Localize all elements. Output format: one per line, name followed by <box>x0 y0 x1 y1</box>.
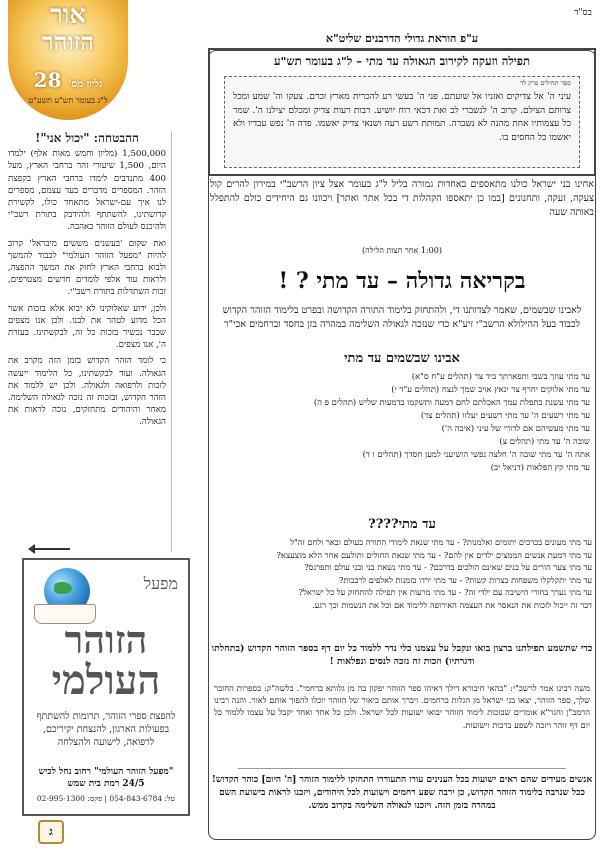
questions-list <box>212 536 592 612</box>
zohar-ad-box <box>22 558 190 816</box>
list-item: עד מתי מעשיהם אם לדורי של עיני (איכה ה') <box>441 423 590 433</box>
issue-label: גליון מס' <box>68 79 103 90</box>
ad-phone: טל: 054-843-6784 | פקס: 02-995-1300 <box>36 794 176 803</box>
intro-time-note: (1:00 אחר חצות הלילה) <box>362 246 442 255</box>
story-paragraph: משה רבינו אמר לרשב"י: "בהאי חיבורא דילך דאיהו ספר הזוהר יפקון בה מן גלותא ברחמי". בלשה"ק: בספרות החובר שלך, ספר הזוהר, יצאו בני ישראל מן הגלות ברחמים. ויברך אותם ביאור של הזוהר יוכלו להפוך אותם לאור. והנה רבינו הרמב"ן והגר"א אומרים שבזכות לימוד הזוהר יבואו ישועות לכל ישראל. ולכן כל אחד ואחד יקבל על עצמו ללמוד כל יום דף זוהר ויזכה לשפע ברכות וישועות. <box>214 683 590 730</box>
list-item: דבר זה ייכול לזכות את הנאסר את העצמה האירופה ללימוד אם וכל את הנשמות וכך רגע. <box>312 599 592 610</box>
issue-number: 28 <box>33 68 62 92</box>
list-item: שובה ה' עד מתי (תהלים צ) <box>499 436 590 446</box>
masthead-logo <box>8 0 128 120</box>
tehilim-text: עיני ה' אל צדיקים ואזניו אל שועתם. פני ה' בעשי רע להכרית מארץ זכרם. צעקו וה' שמע ומכל צרותם הצילם. קרוב ה' לנשברי לב ואת דכאי רוח יושיע. רבות רעות צדיק ומכלם יצילנו ה'. שמר כל עצמותיו אחת מהנה לא נשברה. תמותת רשע רעה ושנאי צדיק יאשמו. פדה ה' נפש עבדיו ולא יאשמו כל החסים בו. <box>233 92 571 143</box>
commitment-call: כדי שתשמע תפילתנו ברצון בואו ונקבל על עצמנו כלי נדר ללמוד כל יום דף בספר הזוהר הקדוש (בתחלתו ודגרתיו) וזכות זה נזכה לנסים ונפלאות ! <box>211 643 593 667</box>
avinu-list <box>214 370 590 474</box>
list-item: עד מתי נערך בחורי הישיבה עם ילדי זה? - עד מתי מרעות אין תפילה להתחזק על כל ישראל? <box>298 587 592 598</box>
list-item: אתה ה' עד מתי שובה ה' חלצה נפשי הושיעני למען חסדך (תהלים ו ד) <box>362 449 590 459</box>
questions-title: עד מתי???? <box>368 517 436 532</box>
list-item: עד מתי רשעים ה' עד מתי רשעים יעלזו (תהלים צד) <box>420 410 590 420</box>
left-article-paragraph: 1,500,000 (מליון וחמש מאות אלף) ילמדו היום, 1,500 שיעורי זהר ברחבי הארץ, מעל 400 מתנדבים לימדו ברחבי הארץ בקפצת הזהר. המספרים מדברים בעד עצמם, מספרים לנו איך עם-ישראל מתאחד כולו, לקשירת קדושתינו, להשתתף ולהידבק בתורת רשב"י ולהיכנס לעולם הזוהר באהבה. <box>8 149 166 233</box>
tehilim-box <box>224 76 580 168</box>
list-item: עד מתי צער הורים על בנים שאינם הולכים בדרכם? - עד מתי נשאת בני ובני עולם ותפרנס? <box>304 562 592 573</box>
left-article-paragraph: כי לומד הזהר הקדוש בזמן הזה מקרב את הגאולה. ועוד לבקשתינו, כל הלימוד ייעשה לזכות ולרפואה ולגאולה. ולכן יש ללמוד את הזהר הקדוש, ובזכות זה נזכה לגאולה השלימה. מאחר והיהודים מתחזקים, נזכה לראות את הגאולה. <box>8 356 166 428</box>
tehilim-label: ספר תהילים פרק לד <box>520 79 571 87</box>
list-item: עד מתי אלוקים יחרף צר ינאץ אויב שמך לנצח (תהלים ע"ד י) <box>391 384 590 394</box>
closing-paragraph: אנשים מעידים שהם ראים ישועות בכל הענינים עורו התעוררו התחזקו ללימוד הזוהר [ה' היום] כוהר הקדוש! ככל שנרבה בלימוד הזוהר הקדוש, כן ירבה שפע רחמים וישועות לכל היהודים, ויזכנו לראות בישועת השם במהרה בזמן הזה. ויזכנו לגאולה השלימה בקרוב ממש. <box>211 775 593 811</box>
ad-small-title: מפעל <box>143 574 178 593</box>
ad-big-title-line2: העולמי <box>51 657 161 704</box>
main-header: ע"פ הוראת גדולי הדרבנים שליט"א <box>325 32 479 45</box>
masthead-title-line2: הזוהר <box>41 27 95 56</box>
column-divider <box>171 132 172 552</box>
ad-description: להפצת ספרי הזוהר, תרומות להשתתף בפעולות הארגון, להנצחת יקיריכם, לרפואה, לישועה ולהצלחה <box>36 711 176 748</box>
masthead-title-line1: אור <box>49 0 87 30</box>
page-number: ג <box>38 820 64 844</box>
masthead-date: ל"ג בעומר תש"ע תשע"ט <box>28 96 108 105</box>
list-item: עד מתי דמעת אנשים הממצים ילדים אין להם? - עד מתי שנאת החולים ותולעם אחר הלא מוצעצא? <box>276 549 592 560</box>
bsd-header: בס"ד <box>574 8 592 18</box>
main-column <box>208 32 596 832</box>
prayer-frame <box>208 48 596 176</box>
intro-paragraph: אחינו בני ישראל כולנו מתאספים באחדות גמורה בליל ל"ג בעומר אצל ציון הרשב"י במירון להרים קול צעקה, זעקה, ותחנונים [במו כן יתאספו הקהלות די בכל אתר ואתר] ויכוונו גם היחידים כולם להתפלל באותה שעה <box>210 179 594 218</box>
avinu-title: אבינו שבשמים עד מתי <box>344 351 460 366</box>
left-article <box>8 132 166 542</box>
left-article-title: ההבטחה: "יכול אני"! <box>35 131 139 145</box>
issue-number-block <box>8 68 128 92</box>
list-item: עד מתי מעונים בכרכים יתומים ואלמנות? - עד מתי שנאת לימודי התורה בעולם ובאר ולחם זה"ל <box>290 537 592 547</box>
divider <box>238 768 566 769</box>
call-paragraph: לאבינו שבשמים, שאמר לצדותנו די, ולהתחזק בלימוד התורה הקדושה ובפרט בלימוד הזוהר הקדוש לכבוד בעל ההילולא הרשב"י זיע"א כדי שנזכה לגאולה השלימה במהרה בזן בחסד וברחמים אכי"ר <box>222 305 582 330</box>
list-item: עד מתי קץ הפלאות (דניאל יב) <box>490 462 590 472</box>
continue-arrow-icon <box>30 548 70 550</box>
prayer-frame-title: תפילה וזעקה לקירוב הגאולה עד מתי – ל"ג בעומר תש"ע <box>273 54 531 68</box>
main-headline: בקריאה גדולה – עד מתי ? ! <box>278 268 526 294</box>
list-item: עד מתי עשנת בתפלת עמך האכלתם לחם דמעה ותשקמו בדמעות שליש (תהלים פ ה) <box>313 397 590 407</box>
list-item: עד מתי עוזך בשבי ותפארתך ביד צר (תהלים ע"ח ס"א) <box>411 371 590 381</box>
list-item: עד מתי יתקלקלו משפחות בצרות קשות? - עד מתי ירדו בזמנות לאלפים לרבבות? <box>338 574 592 585</box>
left-article-paragraph: ואת שקום 'בעשנים מששים מיבראל' קרוב להיות "מפעל הזוהר העולמי" לכבוד להמשך ולבוא ברחבי הארץ לחזק את המשך ההפצה, ולראות עוד אלפי לומדים חדשים מצטרפים, זכות השתדלות בתורת רשב"י. <box>8 238 166 298</box>
ad-address: "מפעל הזוהר העולמי" רחוב נחל לכיש 24/5 רמת בית שמש <box>38 767 174 789</box>
ad-big-title-line1: הזוהר <box>64 617 148 662</box>
left-article-paragraph: ולכן, ידוע שאלוקינו לא יבוא אלא בזכות אשר הכל מדוע לטהר את לבנו. ולכן אנו מצפים שכבר נכשיר בזכות כל זה, לבקשתינו. בעזרת ה', אנו מצפים. <box>8 303 166 351</box>
